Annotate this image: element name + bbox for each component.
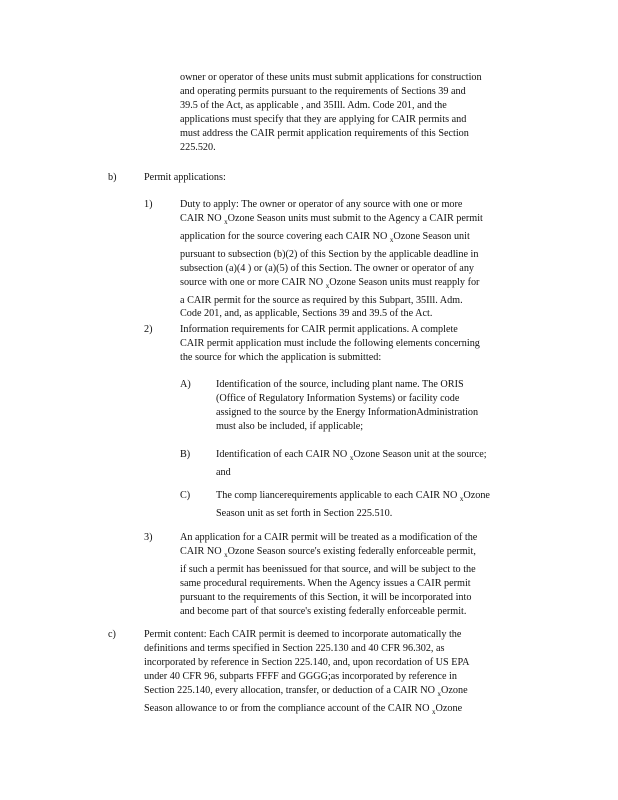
text-line: and become part of that source's existing federally enforceable permit. [180, 605, 467, 617]
text-segment: Ozone Season units must reapply for [329, 276, 480, 288]
text-line-with-subscript [216, 489, 490, 507]
subitem-b-paragraph [216, 448, 487, 480]
text-line: subsection (a)(4 ) or (a)(5) of this Section. The owner or operator of any [180, 262, 475, 274]
text-segment: Ozone Season unit at the source; [353, 449, 487, 460]
text-line-with-subscript [180, 212, 483, 230]
subitem-marker-a: A) [180, 379, 191, 390]
text-line: same procedural requirements. When the Agency issues a CAIR permit [180, 577, 471, 589]
subitem-c-paragraph [216, 489, 490, 521]
text-segment: Ozone [441, 684, 468, 696]
text-line: must also be included, if applicable; [216, 420, 364, 432]
text-line: Season unit as set forth in Section 225.510. [216, 507, 393, 519]
text-line: Information requirements for CAIR permit applications. A complete [180, 324, 458, 335]
text-line: pursuant to subsection (b)(2) of this Section by the applicable deadline in [180, 248, 479, 260]
text-line: definitions and terms specified in Section 225.130 and 40 CFR 96.302, as [144, 642, 445, 654]
subscript-x: x [224, 550, 228, 559]
text-line-with-subscript [180, 230, 483, 248]
text-line: pursuant to the requirements of this Section, it will be incorporated into [180, 591, 472, 603]
subscript-x: x [349, 454, 354, 463]
text-line: Code 201, and, as applicable, Sections 39 and 39.5 of the Act. [180, 308, 433, 320]
text-line: incorporated by reference in Section 225.140, and, upon recordation of US EPA [144, 656, 470, 668]
subscript-x: x [432, 707, 436, 716]
section-heading-b: Permit applications: [144, 172, 226, 183]
text-line: assigned to the source by the Energy InformationAdministration [216, 406, 479, 418]
text-line: a CAIR permit for the source as required by this Subpart, 35Ill. Adm. [180, 294, 463, 306]
subscript-x: x [224, 217, 228, 226]
text-line: Identification of the source, including plant name. The ORIS [216, 379, 464, 390]
text-line: Permit content: Each CAIR permit is deemed to incorporate automatically the [144, 629, 462, 640]
text-segment: Season allowance to or from the compliance account of the CAIR NO [144, 702, 432, 714]
text-segment: Ozone [435, 702, 463, 714]
text-segment: Section 225.140, every allocation, transfer, or deduction of a CAIR NO [144, 684, 438, 696]
text-segment: source with one or more CAIR NO [180, 276, 326, 288]
item-1-paragraph [180, 198, 483, 321]
text-line: CAIR permit application must include the following elements concerning [180, 337, 480, 349]
text-segment: Ozone Season unit [393, 230, 470, 242]
text-line: owner or operator of these units must submit applications for construction [180, 72, 482, 83]
text-line: (Office of Regulatory Information Systems) or facility code [216, 392, 460, 404]
text-line-with-subscript [144, 684, 470, 702]
text-line: 39.5 of the Act, as applicable , and 35Ill. Adm. Code 201, and the [180, 99, 447, 111]
text-segment: Ozone [463, 490, 490, 501]
item-marker-2: 2) [144, 324, 153, 335]
text-line-with-subscript [144, 702, 470, 720]
section-c-paragraph [144, 628, 470, 720]
text-line: and [216, 466, 231, 478]
subitem-marker-c: C) [180, 490, 191, 501]
text-segment: The comp liancerequirements applicable to each CAIR NO [216, 490, 460, 501]
text-segment: Identification of each CAIR NO [216, 449, 350, 460]
subscript-x: x [459, 495, 464, 504]
text-line-with-subscript [180, 276, 483, 294]
subscript-x: x [437, 689, 442, 698]
text-segment: CAIR NO [180, 545, 225, 557]
text-line-with-subscript [180, 545, 477, 563]
text-segment: Ozone Season source's existing federally enforceable permit, [227, 545, 476, 557]
text-line: under 40 CFR 96, subparts FFFF and GGGG;as incorporated by reference in [144, 670, 457, 682]
text-segment: Ozone Season units must submit to the Agency a CAIR permit [227, 212, 483, 224]
text-line: if such a permit has beenissued for that source, and will be subject to the [180, 563, 476, 575]
text-line: applications must specify that they are applying for CAIR permits and [180, 113, 467, 125]
text-line: the source for which the application is submitted: [180, 351, 382, 363]
item-2-paragraph [180, 323, 480, 365]
text-line: must address the CAIR permit application requirements of this Section [180, 127, 469, 139]
item-marker-3: 3) [144, 532, 153, 543]
subitem-a-paragraph [216, 378, 478, 434]
intro-paragraph [180, 71, 482, 154]
section-marker-b: b) [108, 172, 117, 183]
text-line: An application for a CAIR permit will be treated as a modification of the [180, 532, 478, 543]
subitem-marker-b: B) [180, 449, 191, 460]
subscript-x: x [389, 235, 394, 244]
text-line: 225.520. [180, 141, 216, 153]
text-segment: application for the source covering each CAIR NO [180, 230, 390, 242]
text-line-with-subscript [216, 448, 487, 466]
item-3-paragraph [180, 531, 477, 618]
text-segment: CAIR NO [180, 212, 225, 224]
item-marker-1: 1) [144, 199, 153, 210]
section-marker-c: c) [108, 629, 116, 640]
subscript-x: x [325, 281, 330, 290]
text-line: and operating permits pursuant to the requirements of Sections 39 and [180, 85, 466, 97]
text-line: Duty to apply: The owner or operator of any source with one or more [180, 199, 463, 210]
